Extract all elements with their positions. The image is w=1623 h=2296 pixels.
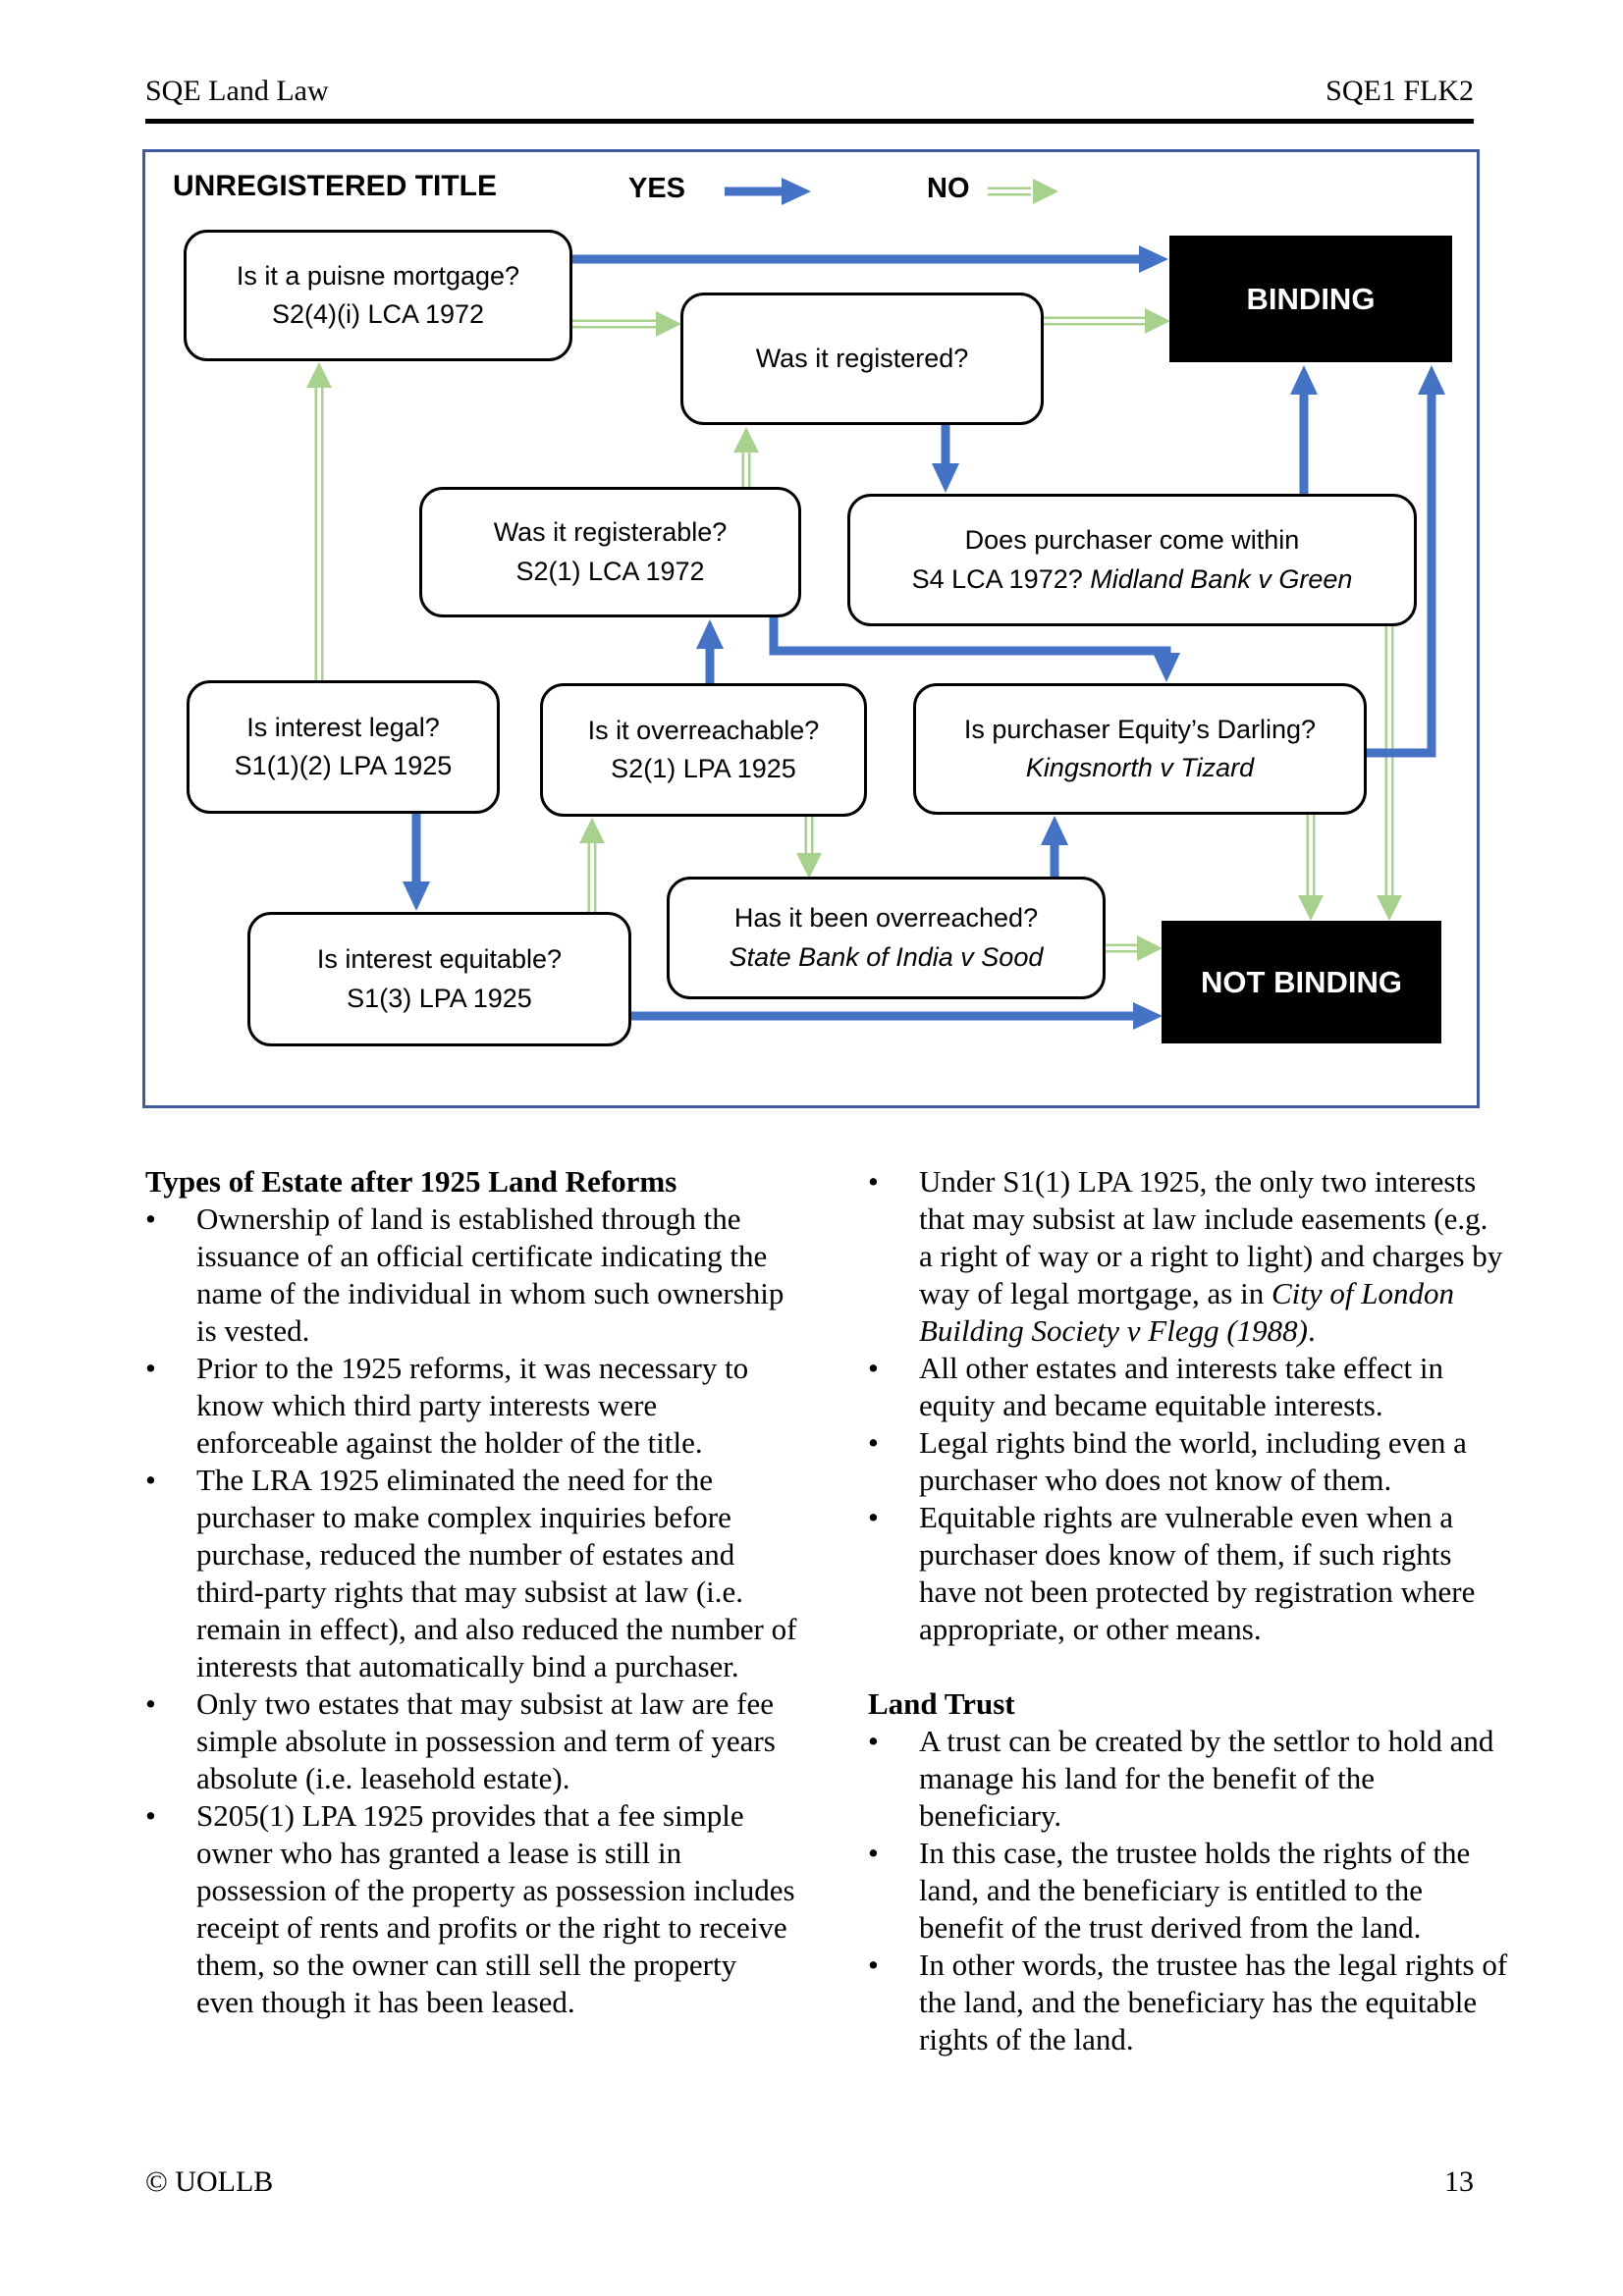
text-run: Is it overreachable? [587, 715, 820, 745]
arrow-yes-overreached-darling [1041, 816, 1068, 877]
text-run: Does purchaser come within [964, 525, 1300, 556]
text-run: Is purchaser Equity’s Darling? [963, 714, 1317, 744]
case-name-italic: Midland Bank v Green [1090, 563, 1353, 594]
arrow-no-s4-notbinding [1377, 626, 1402, 921]
bullet-glyph: • [868, 1724, 879, 1758]
bullet-text [196, 1462, 801, 1685]
bullet-text [196, 1797, 801, 2021]
bullet-item [868, 1947, 1508, 2058]
bullet-text [196, 1350, 801, 1462]
bullet-item [868, 1723, 1508, 1835]
node-line [494, 513, 728, 552]
node-line [730, 938, 1044, 977]
text-run: S2(4)(i) LCA 1972 [271, 299, 485, 329]
bullet-text [196, 1685, 801, 1797]
arrow-yes-equitable-notbinding [631, 1002, 1163, 1030]
text-run: NOT BINDING [1201, 964, 1402, 999]
flow-node-overreachable [540, 683, 867, 817]
bullet-text [919, 1499, 1508, 1648]
arrow-yes-registerable-darling [774, 617, 1180, 682]
arrow-no-legal-puisne [306, 362, 332, 680]
text-run: S4 LCA 1972? [911, 563, 1091, 594]
node-line [1247, 282, 1376, 317]
node-line [756, 340, 969, 378]
arrow-no-overreached-notbinding [1106, 935, 1163, 961]
text-run: S205(1) LPA 1925 provides that a fee simple owner who has granted a lease is still in possession of the property as possession includes receipt of rents and profits or the right to receive them, so the owner can still sell the property even though it has been leased. [196, 1798, 795, 2019]
bullet-glyph: • [145, 1351, 156, 1385]
flow-node-binding [1169, 236, 1452, 362]
case-name-italic: State Bank of India v Sood [729, 941, 1044, 972]
text-run: S2(1) LCA 1972 [515, 556, 705, 586]
legend-no-label: NO [927, 173, 970, 204]
bullet-item [145, 1462, 801, 1685]
bullet-text [196, 1201, 801, 1350]
arrow-no-darling-notbinding [1298, 815, 1324, 921]
node-line [246, 709, 440, 747]
flow-node-legal [187, 680, 500, 814]
flow-node-puisne [184, 230, 572, 361]
arrow-no-equitable-overreachable [579, 818, 605, 912]
bullet-text [919, 1947, 1508, 2058]
bullet-text [919, 1723, 1508, 1835]
arrow-no-registered-binding [1044, 308, 1170, 334]
text-run: Under S1(1) LPA 1925, the only two interests that may subsist at law include easements (e.g. a right of way or a right to light) and charges by way of legal mortgage, as in [919, 1164, 1503, 1310]
footer-copyright: © UOLLB [145, 2165, 274, 2198]
arrow-yes-registered-s4 [932, 425, 959, 493]
bullet-item [145, 1685, 801, 1797]
bullet-glyph: • [868, 1500, 879, 1534]
node-line [611, 750, 796, 788]
bullet-text [919, 1163, 1508, 1350]
node-line [588, 712, 820, 750]
node-line [237, 257, 519, 295]
node-line [235, 747, 453, 785]
bullet-glyph: • [868, 1351, 879, 1385]
header-rule [145, 119, 1474, 124]
arrow-yes-s4-binding [1290, 365, 1318, 494]
bullet-item [868, 1350, 1508, 1424]
node-line [347, 980, 532, 1018]
arrow-no-registerable-registered [733, 427, 759, 487]
bullet-item [145, 1201, 801, 1350]
text-run: S2(1) LPA 1925 [611, 754, 796, 783]
node-line [912, 561, 1353, 599]
body-left-column [145, 1163, 801, 2021]
text-run: Prior to the 1925 reforms, it was necessary to know which third party interests were enforceable against the holder of the title. [196, 1351, 749, 1460]
footer-page-number: 13 [1444, 2165, 1474, 2198]
bullet-item [868, 1499, 1508, 1648]
section-heading: Land Trust [868, 1686, 1015, 1721]
bullet-glyph: • [868, 1836, 879, 1870]
flow-node-registerable [419, 487, 801, 617]
flowchart [142, 149, 1480, 1108]
text-run: Was it registerable? [493, 517, 728, 548]
arrow-yes-overreachable-registerable [696, 619, 724, 683]
flowchart-title: UNREGISTERED TITLE [173, 170, 498, 202]
bullet-item [145, 1350, 801, 1462]
header-left-title: SQE Land Law [145, 75, 329, 107]
flow-node-overreached [667, 877, 1106, 999]
text-run: A trust can be created by the settlor to hold and manage his land for the benefit of the beneficiary. [919, 1724, 1494, 1833]
legend-yes-label: YES [628, 173, 686, 204]
node-line [272, 295, 484, 334]
text-run: S1(1)(2) LPA 1925 [234, 751, 453, 780]
text-run: Is it a puisne mortgage? [236, 260, 520, 291]
text-run: Is interest equitable? [316, 944, 563, 975]
arrow-yes-puisne-binding [572, 245, 1168, 273]
text-run: BINDING [1246, 281, 1376, 316]
bullet-glyph: • [868, 1425, 879, 1460]
text-run: All other estates and interests take effect in equity and became equitable interests. [919, 1351, 1443, 1422]
arrow-no-puisne-registered [572, 311, 681, 337]
text-run: Was it registered? [755, 343, 969, 373]
text-run: S1(3) LPA 1925 [347, 983, 532, 1013]
text-run: Has it been overreached? [733, 903, 1039, 934]
node-line [734, 899, 1038, 937]
bullet-text [919, 1350, 1508, 1424]
arrow-yes-legal-equitable [403, 814, 430, 911]
legend-no-arrow [988, 179, 1058, 204]
bullet-item [145, 1797, 801, 2021]
flow-node-registered [680, 293, 1044, 425]
flow-node-notbinding [1162, 921, 1441, 1043]
text-run: The LRA 1925 eliminated the need for the purchaser to make complex inquiries before purchase, reduced the number of estates and third-party rights that may subsist at law (i.e. remain in effect), and also reduced the number of interests that automatically bind a purchaser. [196, 1463, 797, 1683]
node-line [515, 553, 704, 591]
text-run: Is interest legal? [246, 712, 440, 742]
header-right-title: SQE1 FLK2 [1325, 75, 1474, 107]
text-run: Ownership of land is established through the issuance of an official certificate indicating the name of the individual in whom such ownership is vested. [196, 1201, 784, 1348]
bullet-glyph: • [145, 1798, 156, 1833]
bullet-item [868, 1835, 1508, 1947]
arrow-no-overreachable-overreached [796, 817, 822, 879]
node-line [1026, 749, 1254, 787]
legend-yes-arrow [725, 178, 811, 205]
text-run: In other words, the trustee has the legal rights of the land, and the beneficiary has the equitable rights of the land. [919, 1948, 1508, 2056]
node-line [317, 940, 562, 979]
case-name-italic: City of London Building Society v Flegg (1988) [919, 1276, 1454, 1348]
flow-node-s4 [847, 494, 1417, 626]
node-line [1201, 965, 1402, 1000]
bullet-item [868, 1424, 1508, 1499]
text-run: Equitable rights are vulnerable even when a purchaser does know of them, if such rights have not been protected by registration where appropriate, or other means. [919, 1500, 1476, 1646]
text-run: Legal rights bind the world, including even a purchaser who does not know of them. [919, 1425, 1467, 1497]
bullet-glyph: • [145, 1686, 156, 1721]
bullet-glyph: • [868, 1164, 879, 1199]
bullet-item [868, 1163, 1508, 1350]
text-run: Only two estates that may subsist at law are fee simple absolute in possession and term of years absolute (i.e. leasehold estate). [196, 1686, 776, 1795]
bullet-glyph: • [145, 1201, 156, 1236]
page-header [145, 75, 1474, 108]
case-name-italic: Kingsnorth v Tizard [1025, 753, 1255, 782]
bullet-glyph: • [868, 1948, 879, 1982]
text-run: In this case, the trustee holds the rights of the land, and the beneficiary is entitled to the benefit of the trust derived from the land. [919, 1836, 1471, 1945]
section-heading: Types of Estate after 1925 Land Reforms [145, 1164, 677, 1199]
body-right-column [868, 1163, 1508, 2058]
node-line [965, 521, 1300, 560]
flow-node-darling [913, 683, 1367, 815]
page-footer [145, 2165, 1474, 2199]
node-line [964, 711, 1316, 749]
flow-node-equitable [247, 912, 631, 1046]
bullet-glyph: • [145, 1463, 156, 1497]
bullet-text [919, 1424, 1508, 1499]
text-run: . [1308, 1313, 1316, 1348]
bullet-text [919, 1835, 1508, 1947]
